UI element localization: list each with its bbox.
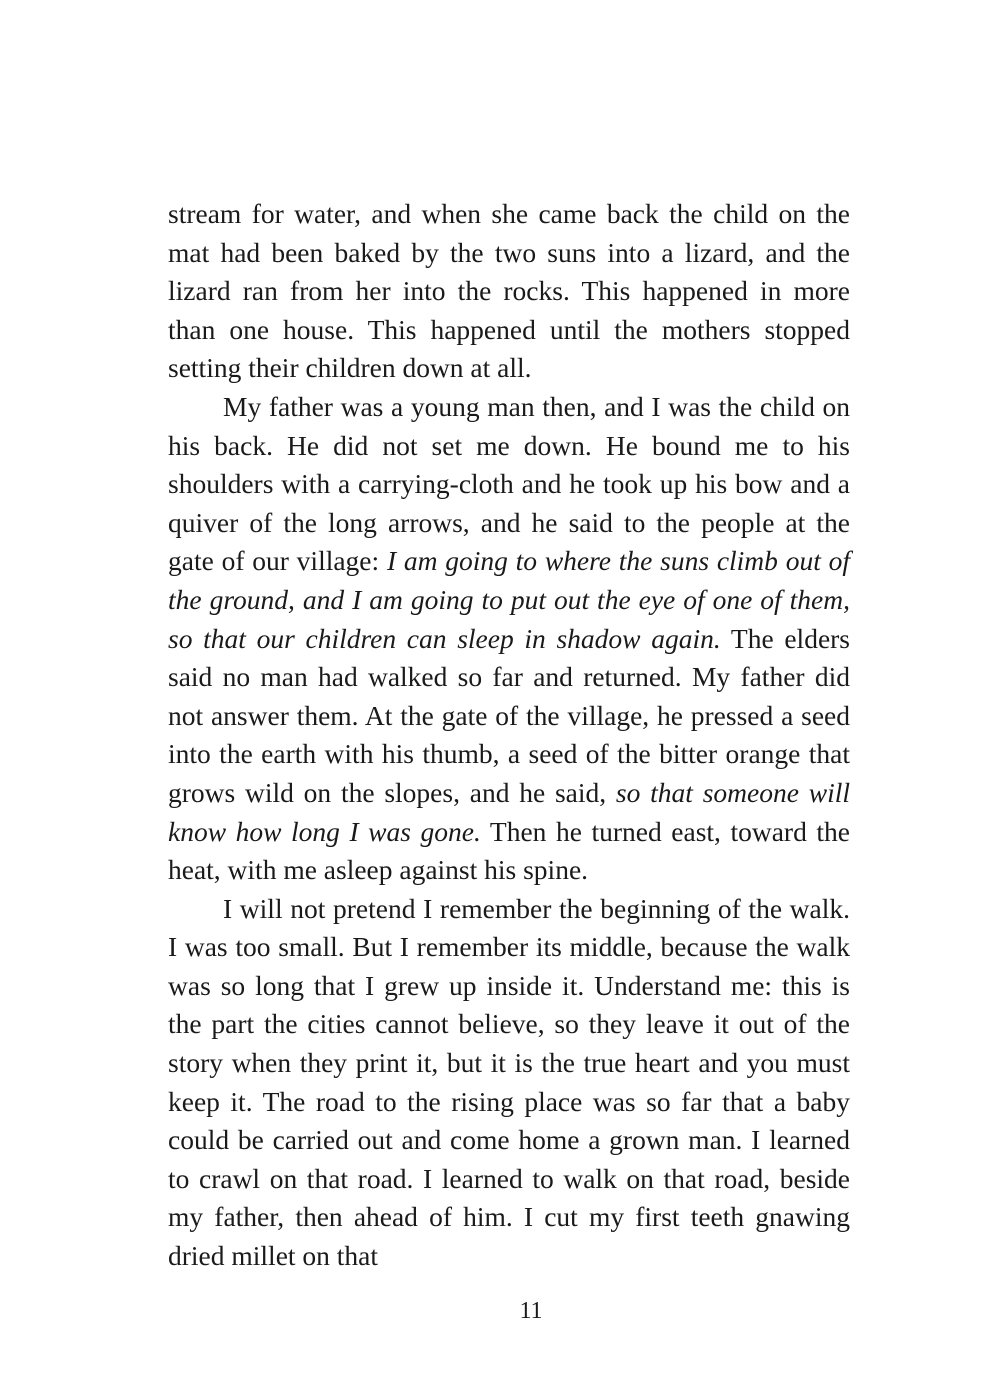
body-text xyxy=(168,195,850,1276)
page-number: 11 xyxy=(519,1298,543,1324)
paragraph-father-departs: My father was a young man then, and I was the child on his back. He did not set me down. He bound me to his shoulders with a carrying-cloth and he took up his bow and a quiver of the long arrows, and he said to the people at the gate of our village: I am going to where the suns climb out of the ground, and I am going to put out the eye of one of them, so that our children can sleep in shadow again. The elders said no man had walked so far and returned. My father did not answer them. At the gate of the village, he pressed a seed into the earth with his thumb, a seed of the bitter orange that grows wild on the slopes, and he said, so that someone will know how long I was gone. Then he turned east, toward the heat, with me asleep against his spine. xyxy=(168,390,851,886)
paragraph-continued: stream for water, and when she came back the child on the mat had been baked by the two suns into a lizard, and the lizard ran from her into the rocks. This happened in more than one house. This happened until the mothers stopped setting their children down at all. xyxy=(168,198,850,384)
quoted-seed-words: so that someone will know how long I was gone. xyxy=(168,776,850,847)
paragraph-the-walk: I will not pretend I remember the beginning of the walk. I was too small. But I remember its middle, because the walk was so long that I grew up inside it. Understand me: this is the part the cities cannot believe, so they leave it out of the story when they print it, but it is the true heart and you must keep it. The road to the rising place was so far that a baby could be carried out and come home a grown man. I learned to crawl on that road. I learned to walk on that road, beside my father, then ahead of him. I cut my first teeth gnawing dried millet on that xyxy=(168,892,850,1272)
quoted-vow: I am going to where the suns climb out of the ground, and I am going to put out the eye of one of them, so that our children can sleep in shadow again. xyxy=(168,545,850,654)
